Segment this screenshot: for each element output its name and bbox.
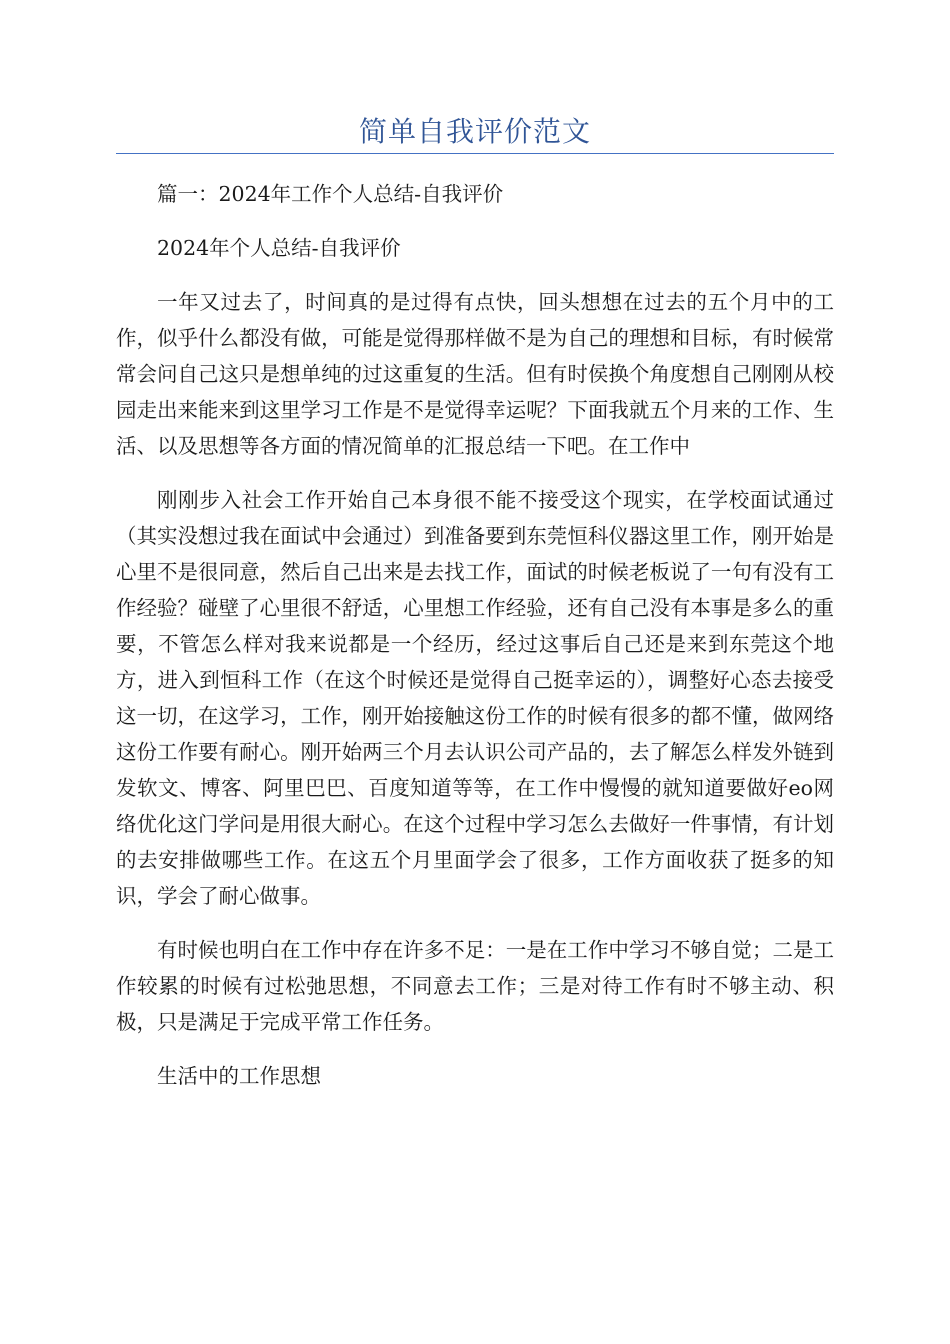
document-title: 简单自我评价范文 [358,115,591,148]
section-heading: 篇一：2024年工作个人总结-自我评价 [157,182,504,206]
paragraph-intro: 一年又过去了，时间真的是过得有点快，回头想想在过去的五个月中的工作，似乎什么都没有做，可能是觉得那样做不是为自己的理想和目标，有时候常常会问自己这只是想单纯的过这重复的生活。但有时侯换个角度想自己刚刚从校园走出来能来到这里学习工作是不是觉得幸运呢？下面我就五个月来的工作、生活、以及思想等各方面的情况简单的汇报总结一下吧。在工作中 [116,290,834,458]
subheading-life: 生活中的工作思想 [157,1064,321,1088]
subheading: 2024年个人总结-自我评价 [157,236,401,260]
document-body [116,176,834,1094]
paragraph-work: 刚刚步入社会工作开始自己本身很不能不接受这个现实，在学校面试通过（其实没想过我在面试中会通过）到准备要到东莞恒科仪器这里工作，刚开始是心里不是很同意，然后自己出来是去找工作，面试的时候老板说了一句有没有工作经验？碰壁了心里很不舒适，心里想工作经验，还有自己没有本事是多么的重要，不管怎么样对我来说都是一个经历，经过这事后自己还是来到东莞这个地方，进入到恒科工作（在这个时候还是觉得自己挺幸运的），调整好心态去接受这一切，在这学习，工作，刚开始接触这份工作的时候有很多的都不懂，做网络这份工作要有耐心。刚开始两三个月去认识公司产品的，去了解怎么样发外链到发软文、博客、阿里巴巴、百度知道等等，在工作中慢慢的就知道要做好eo网络优化这门学问是用很大耐心。在这个过程中学习怎么去做好一件事情，有计划的去安排做哪些工作。在这五个月里面学会了很多，工作方面收获了挺多的知识，学会了耐心做事。 [116,488,834,908]
title-underline [116,153,834,154]
paragraph-shortcomings: 有时候也明白在工作中存在许多不足：一是在工作中学习不够自觉；二是工作较累的时候有过松弛思想，不同意去工作；三是对待工作有时不够主动、积极，只是满足于完成平常工作任务。 [116,938,834,1034]
